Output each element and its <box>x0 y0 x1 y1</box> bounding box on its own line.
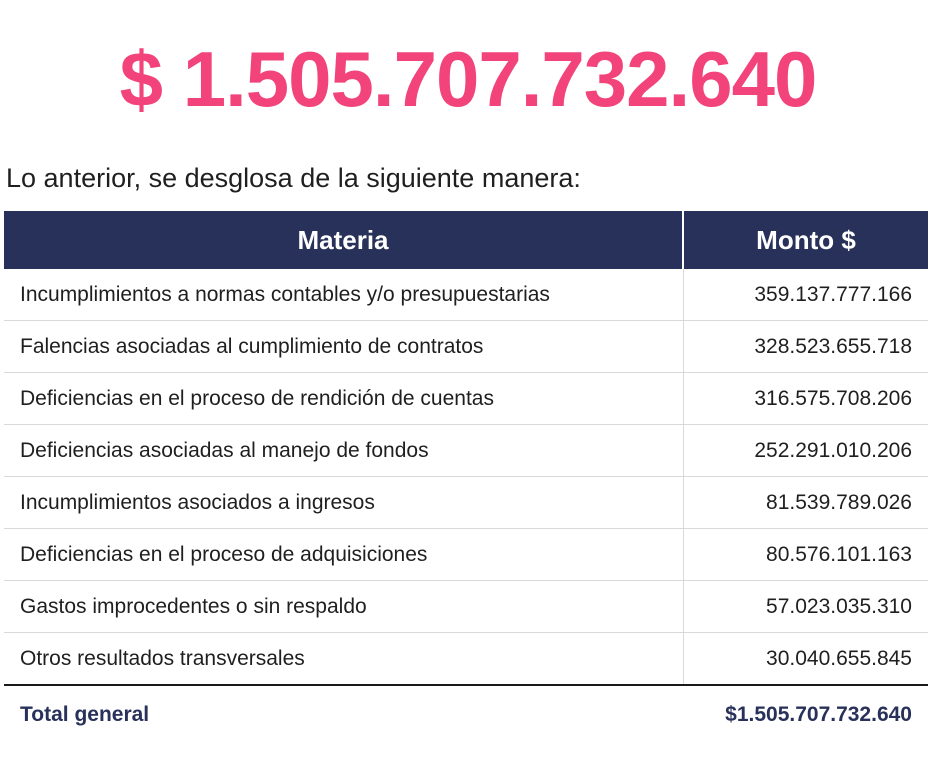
header-row <box>4 211 928 269</box>
table-body <box>4 269 928 685</box>
row-monto: 252.291.010.206 <box>683 425 928 477</box>
table-footer <box>4 685 928 744</box>
row-monto: 328.523.655.718 <box>683 321 928 373</box>
header-monto: Monto $ <box>683 211 928 269</box>
row-monto: 57.023.035.310 <box>683 581 928 633</box>
total-row <box>4 685 928 744</box>
row-materia: Otros resultados transversales <box>4 633 683 686</box>
row-monto: 80.576.101.163 <box>683 529 928 581</box>
row-materia: Gastos improcedentes o sin respaldo <box>4 581 683 633</box>
table-row <box>4 529 928 581</box>
table-row <box>4 425 928 477</box>
table-row <box>4 321 928 373</box>
table-row <box>4 477 928 529</box>
row-materia: Deficiencias en el proceso de adquisiciones <box>4 529 683 581</box>
breakdown-table <box>4 211 928 744</box>
total-label: Total general <box>20 703 150 726</box>
table-row <box>4 581 928 633</box>
row-materia: Incumplimientos asociados a ingresos <box>4 477 683 529</box>
table-header <box>4 211 928 269</box>
intro-text: Lo anterior, se desglosa de la siguiente manera: <box>6 163 581 193</box>
row-materia: Incumplimientos a normas contables y/o presupuestarias <box>4 269 683 321</box>
row-monto: 316.575.708.206 <box>683 373 928 425</box>
row-monto: 30.040.655.845 <box>683 633 928 686</box>
row-materia: Deficiencias asociadas al manejo de fondos <box>4 425 683 477</box>
table-row <box>4 633 928 686</box>
table-row <box>4 269 928 321</box>
row-monto: 81.539.789.026 <box>683 477 928 529</box>
row-monto: 359.137.777.166 <box>683 269 928 321</box>
header-materia: Materia <box>4 211 683 269</box>
row-materia: Deficiencias en el proceso de rendición de cuentas <box>4 373 683 425</box>
table-row <box>4 373 928 425</box>
row-materia: Falencias asociadas al cumplimiento de contratos <box>4 321 683 373</box>
headline-amount: $ 1.505.707.732.640 <box>119 35 817 123</box>
total-monto: $1.505.707.732.640 <box>725 703 912 726</box>
